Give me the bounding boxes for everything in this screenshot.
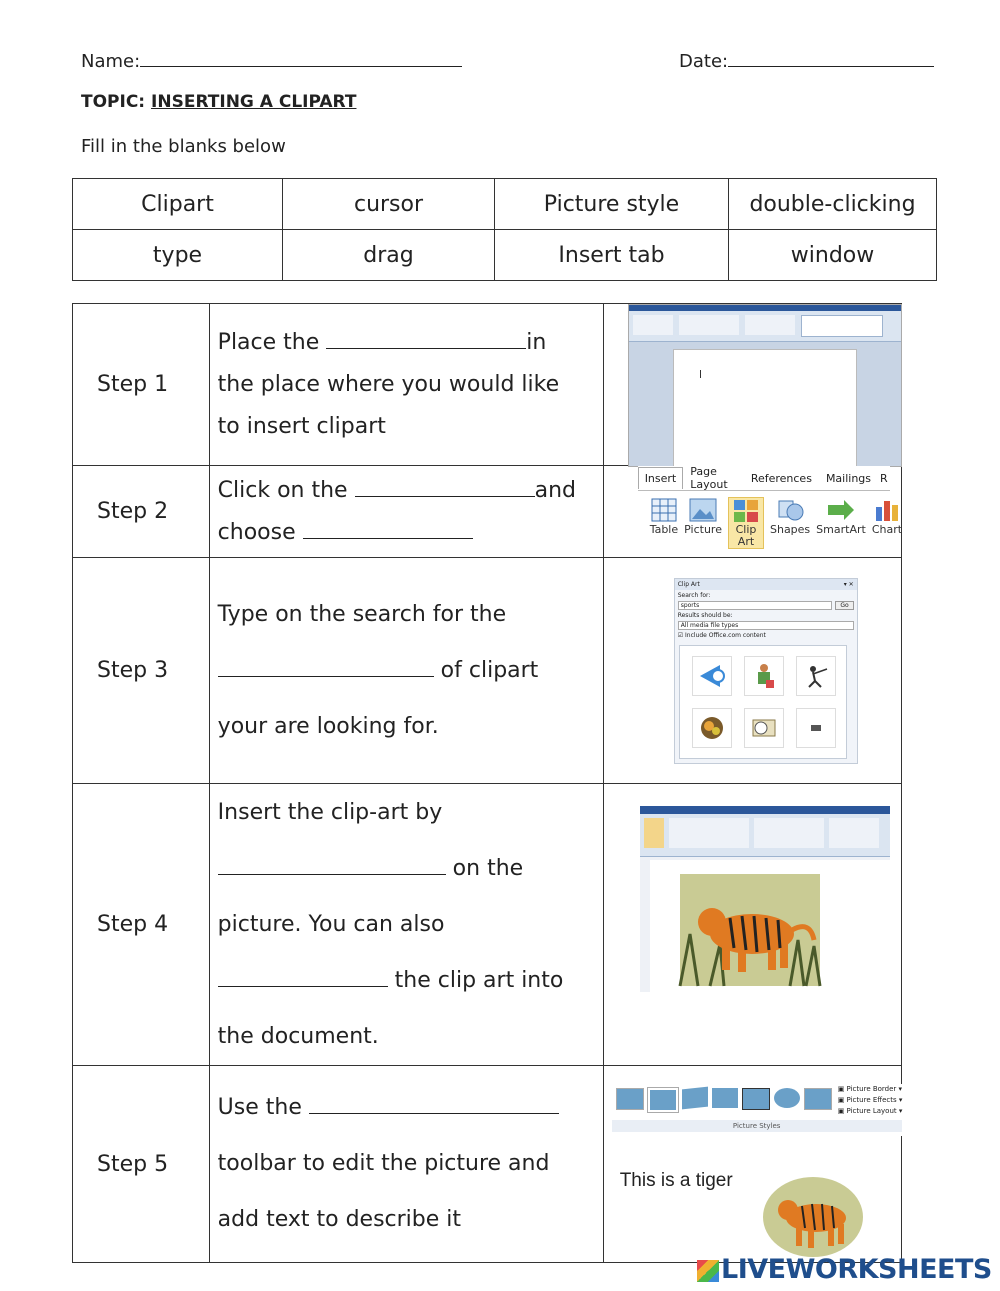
name-line[interactable] (140, 48, 462, 67)
clip-art-button[interactable] (728, 497, 764, 549)
blank-input[interactable] (309, 1093, 559, 1114)
picture-border-option[interactable]: ▣ Picture Border ▾ (837, 1085, 903, 1093)
ribbon-tab[interactable]: R (880, 471, 888, 485)
step-row (73, 784, 902, 1066)
picture-border-icon: ▣ (837, 1085, 845, 1093)
blank-input[interactable] (326, 328, 526, 349)
step-text-part: Type on the search for the (217, 601, 507, 627)
clip-go-button[interactable]: Go (835, 601, 853, 610)
sports-clip-icon (698, 663, 726, 689)
date-field (679, 48, 934, 72)
ribbon-tabs (638, 466, 890, 491)
clip-result[interactable] (744, 656, 784, 696)
table-button[interactable] (650, 497, 678, 549)
picture-style-option[interactable] (742, 1088, 770, 1110)
picture-style-option[interactable] (774, 1088, 800, 1108)
tiger-caption: This is a tiger (619, 1170, 733, 1191)
picture-style-option[interactable] (648, 1088, 678, 1112)
step1-screenshot-cell (603, 304, 901, 466)
step-text (209, 558, 603, 784)
logo-icon (697, 1260, 719, 1282)
tiger-image[interactable] (680, 874, 820, 986)
word-cell: drag (283, 230, 495, 281)
date-line[interactable] (728, 48, 934, 67)
table-button-label: Table (649, 523, 679, 536)
topic-heading (81, 92, 356, 112)
clip-art-button-label: Clip Art (735, 523, 757, 548)
step-text-part: the place where you would like (217, 371, 560, 397)
word-cell: window (729, 230, 937, 281)
clip-result[interactable] (692, 656, 732, 696)
clip-search-label: Search for: (677, 592, 711, 599)
picture-button[interactable] (684, 497, 722, 549)
step-text-part: to insert clipart (217, 413, 386, 439)
close-icon[interactable]: ▾ ✕ (843, 581, 854, 588)
picture-style-option[interactable] (682, 1087, 708, 1110)
step5-screenshot-cell (603, 1066, 901, 1263)
smartart-button[interactable] (816, 497, 866, 549)
step-row (73, 1066, 902, 1263)
checkbox-icon[interactable]: ☑ (677, 632, 684, 639)
picture-layout-icon: ▣ (837, 1107, 845, 1115)
blank-input[interactable] (218, 966, 388, 987)
ribbon-tab[interactable]: Mailings (825, 471, 872, 485)
shapes-button[interactable] (770, 497, 810, 549)
picture-effects-icon: ▣ (837, 1096, 845, 1104)
word-with-tiger-screenshot (640, 806, 890, 992)
tiger-oval-image[interactable] (762, 1176, 864, 1258)
step-text-part: toolbar to edit the picture and (217, 1151, 550, 1176)
smartart-icon (826, 497, 856, 523)
word-cell: Insert tab (495, 230, 729, 281)
shapes-icon (775, 497, 805, 523)
picture-format-options (838, 1084, 903, 1117)
document-page (673, 349, 857, 471)
step-text-part: and (534, 477, 576, 503)
step-text-part: choose (217, 519, 296, 545)
step-text-part: Click on the (217, 477, 348, 503)
athlete-clip-icon (751, 662, 777, 690)
steps-table (72, 303, 902, 1263)
instruction-text: Fill in the blanks below (81, 136, 286, 157)
step-text-part: the clip art into (394, 967, 564, 993)
word-ribbon (629, 305, 901, 342)
clip-search-input[interactable]: sports (678, 601, 833, 610)
clip-art-panel (674, 578, 858, 764)
clip-results-label: Results should be: (677, 612, 733, 619)
word-cell: cursor (283, 179, 495, 230)
picture-style-option[interactable] (804, 1088, 832, 1110)
clip-checkbox-label: Include Office.com content (685, 632, 766, 639)
step-row (73, 466, 902, 558)
smartart-button-label: SmartArt (816, 523, 866, 536)
chart-button[interactable] (872, 497, 902, 549)
picture-effects-option[interactable]: ▣ Picture Effects ▾ (837, 1096, 903, 1104)
clip-result[interactable] (796, 708, 836, 748)
name-field (81, 48, 462, 72)
word-bank-row (73, 179, 937, 230)
date-label: Date: (679, 51, 729, 72)
word-ribbon (640, 806, 890, 857)
word-cell: type (73, 230, 283, 281)
step3-screenshot-cell (603, 558, 901, 784)
step-label: Step 1 (73, 304, 210, 466)
step-text-part: in (526, 329, 547, 355)
step4-screenshot-cell (603, 784, 901, 1066)
chart-icon (874, 497, 900, 523)
clip-results-grid (679, 645, 847, 759)
word-cell: double-clicking (729, 179, 937, 230)
word-bank-row (73, 230, 937, 281)
word-cell: Picture style (495, 179, 729, 230)
step-text (209, 304, 603, 466)
step-text-part: Use the (217, 1095, 302, 1120)
picture-styles-toolbar (612, 1084, 904, 1136)
step-text-part: your are looking for. (217, 713, 439, 739)
topic-label: TOPIC: (81, 92, 146, 112)
step-text (209, 1066, 603, 1263)
clip-art-icon (732, 498, 760, 524)
clock-clip-icon (751, 716, 777, 740)
picture-border-label: Picture Border (846, 1085, 897, 1093)
step-text-part: Insert the clip-art by (217, 799, 443, 825)
word-bank-table (72, 178, 937, 281)
blank-input[interactable] (355, 476, 535, 497)
clip-result[interactable] (692, 708, 732, 748)
step-text-part: of clipart (440, 657, 539, 683)
blank-input[interactable] (218, 656, 434, 677)
clip-panel-title: Clip Art (677, 581, 700, 588)
clip-results-select[interactable]: All media file types (678, 621, 854, 630)
step-label: Step 5 (73, 1066, 210, 1263)
step-row (73, 558, 902, 784)
picture-style-option[interactable] (712, 1088, 738, 1108)
shapes-button-label: Shapes (769, 523, 811, 536)
step-text-part: Place the (217, 329, 320, 355)
ribbon-tab[interactable]: References (750, 471, 812, 485)
step-label: Step 4 (73, 784, 210, 1066)
name-label: Name: (81, 51, 141, 72)
step-text-part: picture. You can also (217, 911, 445, 937)
step-text (209, 784, 603, 1066)
small-clip-icon (810, 723, 822, 733)
picture-styles-group-label: Picture Styles (612, 1120, 902, 1132)
word-cell: Clipart (73, 179, 283, 230)
picture-layout-option[interactable]: ▣ Picture Layout ▾ (837, 1107, 903, 1115)
step-row (73, 304, 902, 466)
clip-result[interactable] (744, 708, 784, 748)
step-label: Step 2 (73, 466, 210, 558)
ribbon-buttons (638, 491, 903, 549)
ribbon-tab-insert[interactable]: Insert (638, 467, 684, 489)
step-text-part: on the (452, 855, 524, 881)
topic-value: INSERTING A CLIPART (151, 92, 357, 112)
word-window-screenshot (628, 304, 902, 467)
ribbon-tab[interactable]: Page Layout (690, 465, 728, 491)
liveworksheets-logo (697, 1254, 992, 1285)
chart-button-label: Chart (871, 523, 903, 536)
picture-style-option[interactable] (616, 1088, 644, 1110)
step-text-part: add text to describe it (217, 1207, 462, 1232)
blank-input[interactable] (303, 518, 473, 539)
logo-text: LIVEWORKSHEETS (721, 1254, 992, 1285)
step-text-part: the document. (217, 1023, 379, 1049)
picture-effects-label: Picture Effects (846, 1096, 897, 1104)
blank-input[interactable] (218, 854, 446, 875)
picture-icon (688, 497, 718, 523)
step2-screenshot-cell (603, 466, 901, 558)
picture-button-label: Picture (684, 523, 722, 536)
step-label: Step 3 (73, 558, 210, 784)
step-text (209, 466, 603, 558)
fencer-clip-icon (803, 663, 829, 689)
clip-panel-titlebar (675, 579, 857, 590)
text-cursor (700, 370, 701, 378)
picture-layout-label: Picture Layout (846, 1107, 897, 1115)
document-page (650, 860, 890, 992)
insert-ribbon-screenshot (638, 465, 903, 556)
table-icon (650, 497, 678, 523)
clip-result[interactable] (796, 656, 836, 696)
balls-clip-icon (699, 715, 725, 741)
